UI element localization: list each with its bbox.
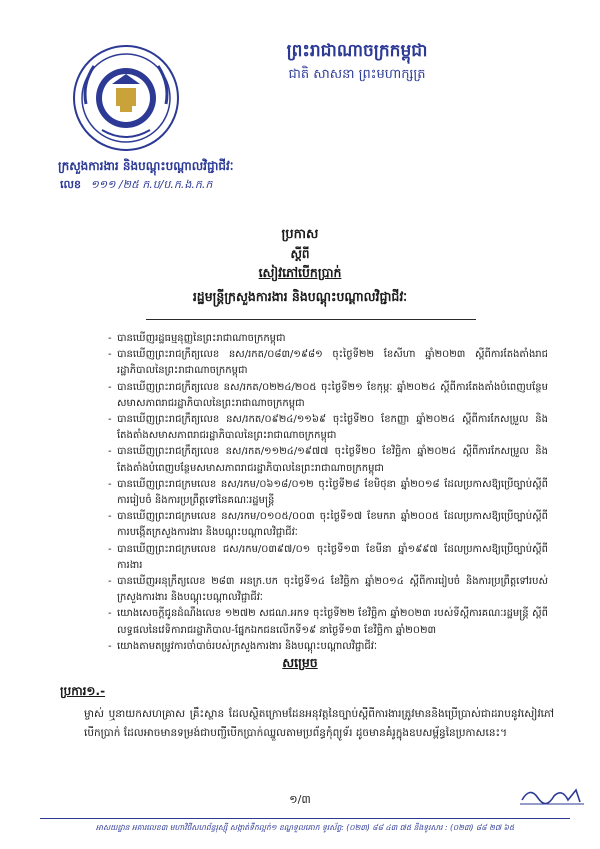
- references-list: [108, 331, 548, 655]
- list-item: - យោងតាមតម្រូវការចាំបាច់របស់ក្រសួងការងារ និងបណ្តុះបណ្តាលវិជ្ជាជីវៈ: [108, 639, 548, 655]
- national-motto: ជាតិ សាសនា ព្រះមហាក្សត្រ: [288, 67, 426, 82]
- list-item: - បានឃើញព្រះរាជក្រឹត្យលេខ នស/រកត/០៩២៤/១១៦៩ ចុះថ្ងៃទី២០ ខែកញ្ញា ឆ្នាំ២០២៤ ស្តីពីការកែសម្រួល និងតែងតាំងសមាសភាពរាជរដ្ឋាភិបាលនៃព្រះរាជាណាចក្រកម្ពុជា: [108, 412, 548, 444]
- footer-divider: [40, 818, 570, 819]
- kingdom-title: ព្រះរាជាណាចក្រកម្ពុជា: [286, 41, 428, 61]
- reference-number: ១១១ /២៥ ក.ប/ប.ក.ង.ក.ក: [90, 178, 213, 191]
- list-item: - បានឃើញព្រះរាជក្រឹត្យលេខ នស/រកត/០២២៤/២០៥ ចុះថ្ងៃទី២១ ខែកុម្ភៈ ឆ្នាំ២០២៤ ស្តីពីការតែងតាំងបំពេញបន្ថែមសមាសភាពរាជរដ្ឋាភិបាលនៃព្រះរាជាណាចក្រកម្ពុជា: [108, 380, 548, 412]
- subject-text: សៀវភៅបើកប្រាក់: [258, 265, 342, 280]
- article-body: ម្ចាស់ ឬនាយកសហគ្រាស គ្រឹះស្ថាន ដែលស្ថិតក្រោមដែនអនុវត្តនៃច្បាប់ស្តីពីការងារត្រូវមាននិងប្រើប្រាស់ជាដរាបនូវសៀវភៅបើកប្រាក់ ដែលអាចមានទម្រង់ជាបញ្ជីបើកប្រាក់ឈ្នួលតាមប្រព័ន្ធកុំព្យូទ័រ ដូចមានគំរូក្នុងឧបសម្ព័ន្ធនៃប្រកាសនេះ។: [84, 708, 554, 739]
- list-item: - បានឃើញអនុក្រឹត្យលេខ ២៨៣ អនក្រ.បក ចុះថ្ងៃទី១៤ ខែវិច្ឆិកា ឆ្នាំ២០១៤ ស្តីពីការរៀបចំ និងការប្រព្រឹត្តទៅរបស់ក្រសួងការងារ និងបណ្តុះបណ្តាលវិជ្ជាជីវៈ: [108, 574, 548, 606]
- reference-label: លេខ: [60, 178, 81, 191]
- document-type-title: ប្រកាស: [281, 227, 319, 242]
- list-item: - យោងសេចក្តីជូនដំណឹងលេខ ១២៧២ សជណ.អកទ ចុះថ្ងៃទី២២ ខែវិច្ឆិកា ឆ្នាំ២០២៣ របស់ទីស្តីការគណៈរដ្ឋមន្ត្រី ស្តីពីលទ្ធផលនៃវេទិការាជរដ្ឋាភិបាល-ផ្នែកឯកជនលើកទី១៩ នាថ្ងៃទី១៣ ខែវិច្ឆិកា ឆ្នាំ២០២៣: [108, 606, 548, 638]
- ministry-name: ក្រសួងការងារ និងបណ្តុះបណ្តាលវិជ្ជាជីវៈ: [58, 159, 234, 173]
- decision-heading: [0, 655, 600, 674]
- page-number: ១/៣: [289, 793, 311, 806]
- list-item: - បានឃើញព្រះរាជក្រមលេខ នស/រកម/០៦១៨/០១២ ចុះថ្ងៃទី២៨ ខែមិថុនា ឆ្នាំ២០១៨ ដែលប្រកាសឱ្យប្រើច្បាប់ស្តីពីការរៀបចំ និងការប្រព្រឹត្តទៅនៃគណៈរដ្ឋមន្ត្រី: [108, 477, 548, 509]
- decision-text: សម្រេច: [282, 655, 318, 670]
- list-item: - បានឃើញព្រះរាជក្រឹត្យលេខ នស/រកត/១១២៤/១៩៧៧ ចុះថ្ងៃទី២០ ខែវិច្ឆិកា ឆ្នាំ២០២៤ ស្តីពីការកែសម្រួល និងតែងតាំងបំពេញបន្ថែមសមាសភាពរាជរដ្ឋាភិបាលនៃព្រះរាជាណាចក្រកម្ពុជា: [108, 444, 548, 476]
- ministry-seal-logo-icon: [72, 44, 180, 152]
- handwritten-initials-icon: [518, 782, 588, 808]
- article-label-text: ប្រការ១.-: [60, 684, 106, 698]
- reference-number-line: [60, 178, 212, 194]
- article-label: [60, 683, 105, 701]
- list-item: - បានឃើញព្រះរាជក្រមលេខ ជស/រកម/០៣៩៧/០១ ចុះថ្ងៃទី១៣ ខែមីនា ឆ្នាំ១៩៩៧ ដែលប្រកាសឱ្យប្រើច្បាប់ស្តីពីការងារ: [108, 542, 548, 574]
- list-item: - បានឃើញព្រះរាជក្រឹត្យលេខ នស/រកត/០៨៣/១៩៨១ ចុះថ្ងៃទី២២ ខែសីហា ឆ្នាំ២០២៣ ស្តីពីការតែងតាំងរាជរដ្ឋាភិបាលនៃព្រះរាជាណាចក្រកម្ពុជា: [108, 347, 548, 379]
- minister-title: រដ្ឋមន្ត្រីក្រសួងការងារ និងបណ្តុះបណ្តាលវិជ្ជាជីវៈ: [192, 289, 408, 304]
- list-item: - បានឃើញរដ្ឋធម្មនុញ្ញនៃព្រះរាជាណាចក្រកម្ពុជា: [108, 331, 548, 347]
- title-divider: [146, 319, 476, 320]
- about-label: ស្តីពី: [290, 247, 310, 261]
- footer-address: អាសយដ្ឋាន អគារលេខ៣ មហាវិថីសហព័ន្ធរុស្ស៊ី សង្កាត់ទឹកល្អក់១ ខណ្ឌទួលគោក ទូរស័ព្ទ: (០២៣) ៨៨ ៤៣ ៧៥ និងទូរសារ : (០២៣) ៨៨ ២៧ ៦៥: [95, 823, 515, 832]
- subject-title: [0, 265, 600, 284]
- list-item: - បានឃើញព្រះរាជក្រមលេខ នស/រកម/០១០៥/០០៣ ចុះថ្ងៃទី១៧ ខែមករា ឆ្នាំ២០០៥ ដែលប្រកាសឱ្យប្រើច្បាប់ស្តីពីការបង្កើតក្រសួងការងារ និងបណ្តុះបណ្តាលវិជ្ជាជីវៈ: [108, 509, 548, 541]
